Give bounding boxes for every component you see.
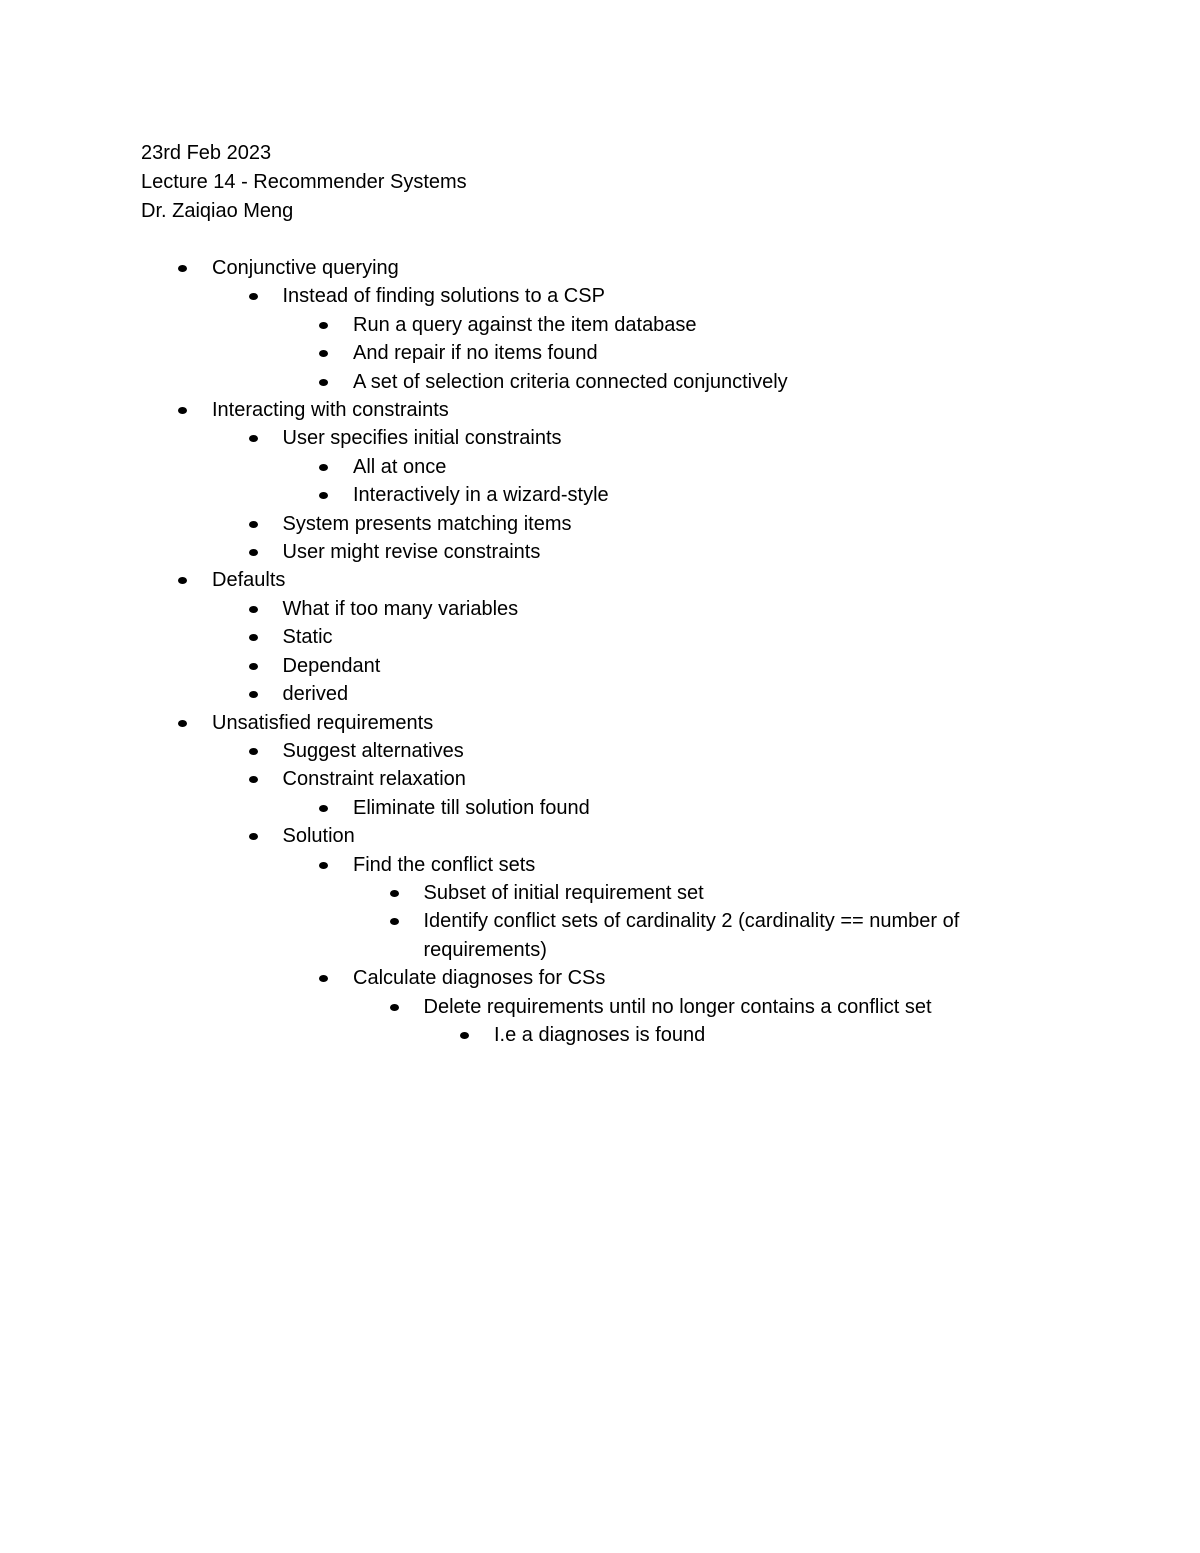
bullet-icon	[249, 833, 258, 840]
list-item-text: And repair if no items found	[353, 342, 598, 365]
bullet-icon	[249, 663, 258, 670]
list-item	[283, 510, 1011, 538]
list-item-text: I.e a diagnoses is found	[494, 1023, 706, 1046]
list-item	[494, 1021, 1010, 1049]
bullet-icon	[249, 606, 258, 613]
note-date: 23rd Feb 2023	[141, 142, 272, 164]
list-item	[353, 453, 1010, 481]
bullet-icon	[178, 407, 187, 414]
bullet-icon	[390, 1004, 399, 1011]
list-item-text: Subset of initial requirement set	[423, 881, 704, 904]
bullet-icon	[249, 691, 258, 698]
list-item-text: Instead of finding solutions to a CSP	[282, 285, 605, 308]
list-item-text: Find the conflict sets	[353, 853, 536, 876]
list-item-text: Solution	[282, 825, 355, 848]
list-item	[212, 566, 1010, 594]
list-item-text: Dependant	[282, 654, 381, 677]
bullet-icon	[319, 350, 328, 357]
list-item	[283, 822, 1011, 850]
bullet-icon	[178, 577, 187, 584]
list-item-text: Run a query against the item database	[353, 313, 697, 336]
bullet-icon	[319, 805, 328, 812]
list-item-text: Identify conflict sets of cardinality 2 (cardinality == number of requirements)	[423, 910, 960, 961]
list-item	[283, 765, 1011, 793]
list-item-text: Interacting with constraints	[212, 399, 449, 422]
list-item	[212, 254, 1010, 282]
list-item-text: User specifies initial constraints	[282, 427, 562, 450]
list-item-text: Conjunctive querying	[212, 257, 399, 279]
list-item-text: A set of selection criteria connected conjunctively	[353, 370, 788, 393]
bullet-icon	[249, 521, 258, 528]
bullet-icon	[319, 492, 328, 499]
bullet-icon	[460, 1032, 469, 1039]
list-item-text: Interactively in a wizard-style	[353, 484, 609, 507]
list-item	[353, 851, 1010, 879]
bullet-icon	[249, 549, 258, 556]
list-item	[283, 424, 1011, 452]
list-item-text: System presents matching items	[282, 512, 572, 535]
bullet-icon	[319, 464, 328, 471]
list-item-text: Suggest alternatives	[282, 739, 464, 762]
list-item-text: derived	[282, 683, 349, 706]
list-item	[353, 368, 1010, 396]
list-item-text: Static	[282, 626, 333, 649]
bullet-icon	[319, 379, 328, 386]
list-item	[353, 964, 1010, 992]
list-item-text: Constraint relaxation	[282, 768, 466, 791]
bullet-icon	[178, 720, 187, 727]
lecture-title: Lecture 14 - Recommender Systems	[141, 171, 467, 193]
list-item-text: Eliminate till solution found	[353, 796, 590, 819]
bullet-icon	[178, 265, 187, 272]
list-item	[353, 339, 1010, 367]
list-item-text: User might revise constraints	[282, 541, 541, 564]
list-item-text: All at once	[353, 455, 447, 478]
list-item	[424, 879, 1011, 907]
bullet-icon	[249, 776, 258, 783]
list-item	[283, 680, 1011, 708]
bullet-icon	[319, 862, 328, 869]
bullet-outline	[0, 254, 1200, 1049]
bullet-icon	[249, 293, 258, 300]
bullet-icon	[249, 634, 258, 641]
bullet-icon	[249, 435, 258, 442]
list-item	[283, 737, 1011, 765]
list-item	[353, 311, 1010, 339]
list-item	[283, 595, 1011, 623]
bullet-icon	[319, 975, 328, 982]
lecturer-name: Dr. Zaiqiao Meng	[141, 200, 294, 222]
list-item-text: Defaults	[212, 569, 286, 592]
list-item-text: Delete requirements until no longer contains a conflict set	[423, 995, 932, 1018]
list-item	[283, 282, 1011, 310]
list-item	[283, 623, 1011, 651]
list-item	[353, 794, 1010, 822]
list-item	[353, 481, 1010, 509]
list-item	[283, 538, 1011, 566]
bullet-icon	[390, 918, 399, 925]
list-item-text: Calculate diagnoses for CSs	[353, 967, 606, 990]
list-item	[424, 993, 1011, 1021]
bullet-icon	[390, 890, 399, 897]
bullet-icon	[249, 748, 258, 755]
list-item	[212, 396, 1010, 424]
list-item-text: What if too many variables	[282, 597, 519, 620]
list-item-text: Unsatisfied requirements	[212, 711, 434, 734]
list-item	[424, 907, 1011, 964]
list-item	[212, 709, 1010, 737]
list-item	[283, 652, 1011, 680]
bullet-icon	[319, 322, 328, 329]
